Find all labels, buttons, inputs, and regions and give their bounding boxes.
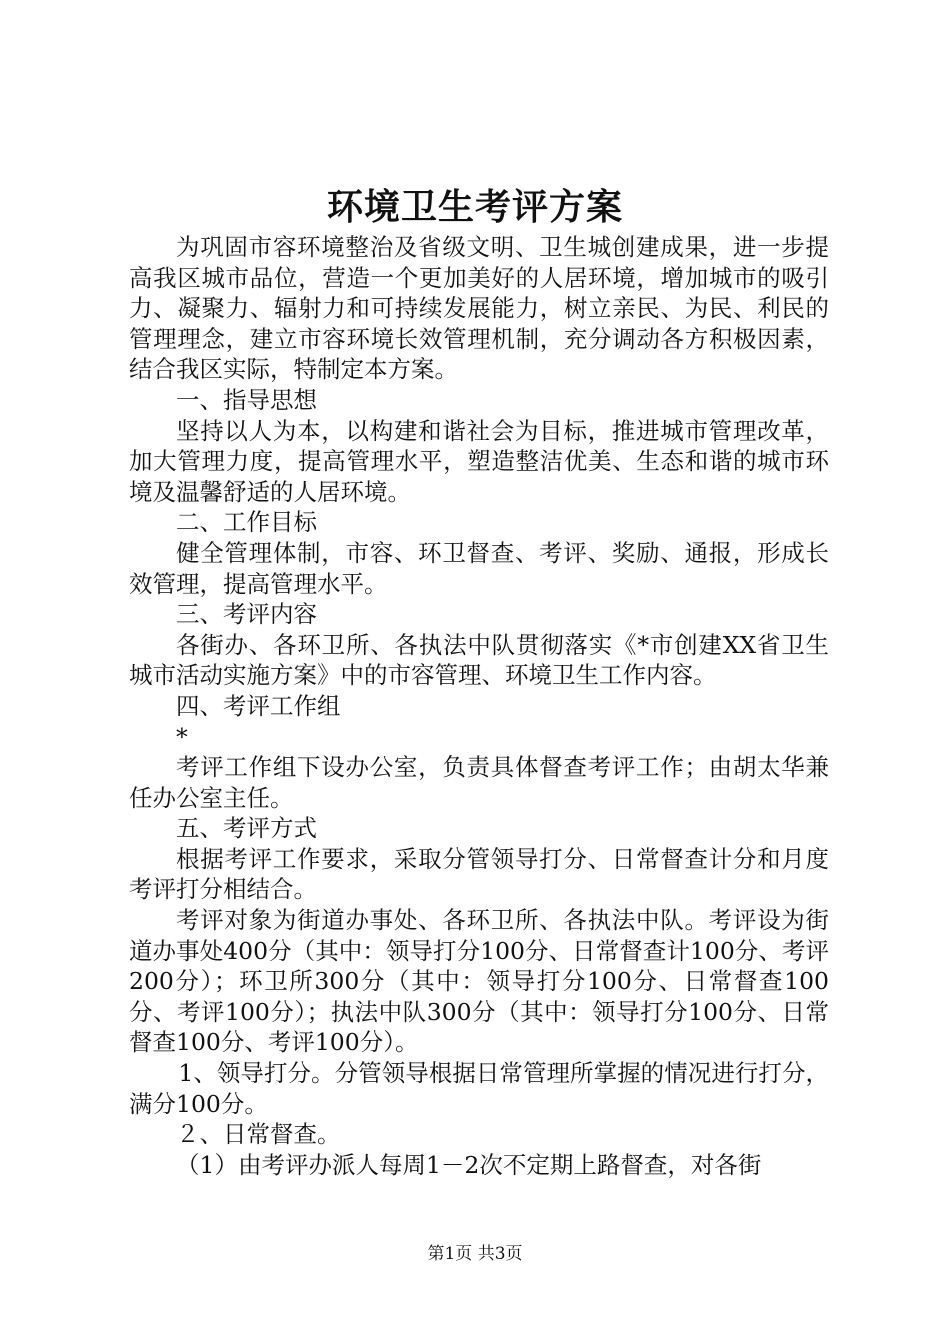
section-heading-work-goal: 二、工作目标 (176, 508, 317, 537)
paragraph-guiding-idea: 坚持以人为本，以构建和谐社会为目标，推进城市管理改革，加大管理力度，提高管理水平，塑造整洁优美、生态和谐的城市环境及温馨舒适的人居环境。 (129, 416, 829, 506)
section-heading-evaluation-group: 四、考评工作组 (176, 691, 341, 720)
paragraph-intro: 为巩固市容环境整治及省级文明、卫生城创建成果，进一步提高我区城市品位，营造一个更加美好的人居环境，增加城市的吸引力、凝聚力、辐射力和可持续发展能力，树立亲民、为民、利民的管理理念，建立市容环境长效管理机制，充分调动各方积极因素，结合我区实际，特制定本方案。 (129, 233, 829, 384)
paragraph-work-goal: 健全管理体制，市容、环卫督查、考评、奖励、通报，形成长效管理，提高管理水平。 (129, 538, 829, 598)
paragraph-asterisk: * (176, 722, 188, 751)
paragraph-daily-inspection-1: （1）由考评办派人每周1－2次不定期上路督查，对各街 (176, 1150, 762, 1179)
page-number-footer: 第1页 共3页 (427, 1244, 523, 1264)
paragraph-evaluation-office: 考评工作组下设办公室，负责具体督查考评工作；由胡太华兼任办公室主任。 (129, 753, 829, 812)
paragraph-evaluation-content: 各街办、各环卫所、各执法中队贯彻落实《*市创建XX省卫生城市活动实施方案》中的市容管理、环境卫生工作内容。 (129, 630, 829, 690)
document-body (129, 232, 829, 1180)
document-title: 环境卫生考评方案 (326, 186, 623, 228)
section-heading-evaluation-content: 三、考评内容 (176, 600, 317, 629)
paragraph-evaluation-targets: 考评对象为街道办事处、各环卫所、各执法中队。考评设为街道办事处400分（其中：领导打分100分、日常督查计100分、考评200分）；环卫所300分（其中：领导打分100分、日常督查100分、考评100分）；执法中队300分（其中：领导打分100分、日常督查100分、考评100分）。 (129, 906, 829, 1057)
paragraph-evaluation-method: 根据考评工作要求，采取分管领导打分、日常督查计分和月度考评打分相结合。 (129, 844, 829, 904)
paragraph-leader-scoring: 1、领导打分。分管领导根据日常管理所掌握的情况进行打分，满分100分。 (129, 1059, 829, 1118)
paragraph-daily-inspection-heading: ２、日常督查。 (176, 1120, 341, 1149)
section-heading-guiding-idea: 一、指导思想 (176, 385, 317, 414)
section-heading-evaluation-method: 五、考评方式 (176, 814, 317, 843)
